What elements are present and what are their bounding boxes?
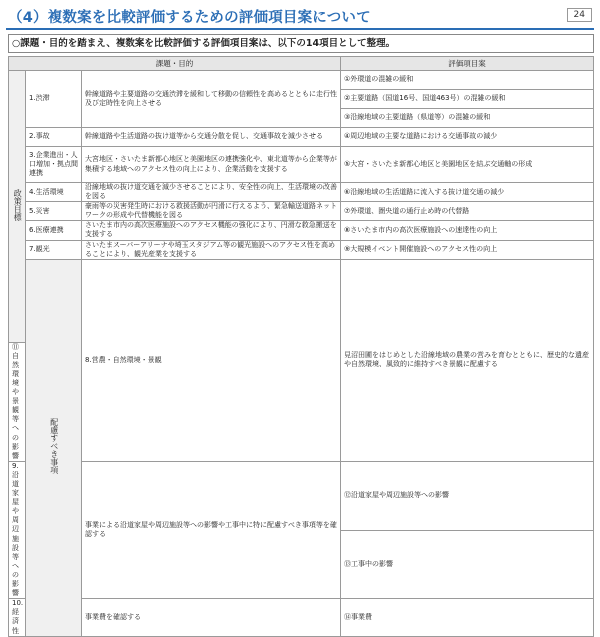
table-row — [9, 221, 594, 240]
description-cell: 沿線地域の抜け道交通を減少させることにより、安全性の向上、生活環境の改善を図る — [82, 183, 341, 202]
description-cell: さいたまスーパーアリーナや埼玉スタジアム等の観光施設へのアクセス性を高めることにより、観光産業を支援する — [82, 240, 341, 259]
item-cell: ④周辺地域の主要な道路における交通事故の減少 — [341, 128, 594, 147]
item-cell: ③沿線地域の主要道路（県道等）の混雑の緩和 — [341, 109, 594, 128]
category-cell: 2.事故 — [26, 128, 82, 147]
category-cell: 5.災害 — [26, 202, 82, 221]
table-row — [9, 240, 594, 259]
description-cell: 幹線道路や生活道路の抜け道等から交通分散を促し、交通事故を減少させる — [82, 128, 341, 147]
category-cell: 6.医療連携 — [26, 221, 82, 240]
table-row — [9, 71, 594, 90]
table-row — [9, 128, 594, 147]
item-cell: ①外環道の混雑の緩和 — [341, 71, 594, 90]
category-cell: 10.経済性 — [9, 599, 26, 636]
item-cell: ⑪自然環境や景観等への影響 — [9, 342, 26, 461]
description-cell: さいたま市内の高次医療施設へのアクセス機能の強化により、円滑な救急搬送を支援する — [82, 221, 341, 240]
header-purpose: 課題・目的 — [9, 57, 341, 71]
evaluation-table — [8, 56, 594, 637]
description-cell: 幹線道路や主要道路の交通渋滞を緩和して移動の信頼性を高めるとともに走行性及び定時性を向上させる — [82, 71, 341, 128]
page-title: （4）複数案を比較評価するための評価項目案について — [8, 10, 371, 26]
category-cell: 4.生活環境 — [26, 183, 82, 202]
item-cell: ⑭事業費 — [341, 599, 594, 636]
group-considerations — [26, 259, 82, 636]
item-cell: ⑫沿道家屋や周辺施設等への影響 — [341, 461, 594, 530]
header-items: 評価項目案 — [341, 57, 594, 71]
item-cell: ⑤大宮・さいたま新都心地区と美園地区を結ぶ交通軸の形成 — [341, 147, 594, 183]
table-row — [9, 259, 594, 342]
item-cell: ⑧さいたま市内の高次医療施設への速達性の向上 — [341, 221, 594, 240]
group-label: 配慮すべき事項 — [49, 418, 59, 475]
table-row — [9, 461, 594, 530]
table-row — [9, 202, 594, 221]
group-policy-goals — [9, 71, 26, 343]
page-number: 24 — [567, 8, 592, 22]
category-cell: 9.沿道家屋や周辺施設等への影響 — [9, 461, 26, 598]
table-row — [9, 147, 594, 183]
table-row — [9, 599, 594, 636]
category-cell: 8.営農・自然環境・景観 — [82, 259, 341, 461]
description-cell: 大宮地区・さいたま新都心地区と美園地区の連携強化や、東北道等から企業等が集積する地域へのアクセス性の向上により、企業活動を支援する — [82, 147, 341, 183]
title-underline — [6, 28, 594, 30]
description-cell: 豪雨等の災害発生時における救援活動が円滑に行えるよう、緊急輸送道路ネットワークの形成や代替機能を図る — [82, 202, 341, 221]
description-cell: 事業費を確認する — [82, 599, 341, 636]
item-cell: ⑬工事中の影響 — [341, 530, 594, 599]
category-cell: 3.企業進出・人口増加・拠点間連携 — [26, 147, 82, 183]
category-cell: 1.渋滞 — [26, 71, 82, 128]
item-cell: ②主要道路（国道16号、国道463号）の混雑の緩和 — [341, 90, 594, 109]
table-header-row — [9, 57, 594, 71]
category-cell: 7.観光 — [26, 240, 82, 259]
item-cell: ⑨大規模イベント開催施設へのアクセス性の向上 — [341, 240, 594, 259]
group-label: 政策目標 — [13, 188, 23, 221]
item-cell: ⑦外環道、圏央道の通行止め時の代替路 — [341, 202, 594, 221]
intro-box: ○課題・目的を踏まえ、複数案を比較評価する評価項目案は、以下の14項目として整理。 — [8, 34, 594, 53]
table-row — [9, 183, 594, 202]
description-cell: 事業による沿道家屋や周辺施設等への影響や工事中に特に配慮すべき事項等を確認する — [82, 461, 341, 598]
item-cell: ⑥沿線地域の生活道路に流入する抜け道交通の減少 — [341, 183, 594, 202]
description-cell: 見沼田圃をはじめとした沿線地域の農業の営みを育むとともに、歴史的な遺産や自然環境、風致的に維持すべき景観に配慮する — [341, 259, 594, 461]
